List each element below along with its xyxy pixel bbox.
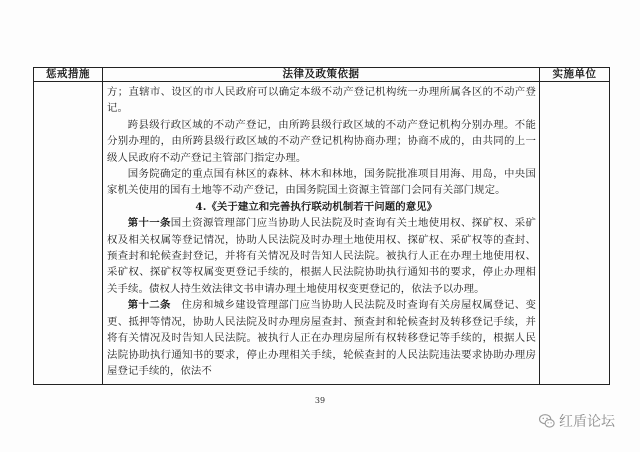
header-legal-basis: 法律及政策依据 xyxy=(103,68,540,82)
watermark-text: 红盾论坛 xyxy=(559,414,615,430)
article-11-lead: 第十一条 xyxy=(127,217,171,230)
regulation-table xyxy=(33,67,610,385)
paragraph-cross-county: 跨县级行政区域的不动产登记，由所跨县级行政区域的不动产登记机构分别办理。不能分别办理的，由所跨县级行政区域的不动产登记机构协商办理；协商不成的，由共同的上一级人民政府不动产登记主管部门指定办理。 xyxy=(107,118,536,164)
article-12 xyxy=(107,297,536,379)
watermark xyxy=(538,411,615,431)
implementing-unit-cell xyxy=(540,82,610,385)
table-header-row xyxy=(34,68,610,82)
legal-basis-cell xyxy=(103,82,540,385)
article-11 xyxy=(107,215,536,297)
table-row xyxy=(34,82,610,385)
wechat-icon xyxy=(538,412,556,430)
section-heading: 4.《关于建立和完善执行联动机制若干问题的意见》 xyxy=(195,200,438,213)
paragraph-continuation: 方；直辖市、设区的市人民政府可以确定本级不动产登记机构统一办理所属各区的不动产登记。 xyxy=(107,86,536,115)
article-11-text: 国土资源管理部门应当协助人民法院及时查询有关土地使用权、探矿权、采矿权及相关权属等登记情况，协助人民法院及时办理土地使用权、探矿权、采矿权等的查封、预查封和轮候查封登记，并将有关情况及时告知人民法院。被执行人正在办理土地使用权、采矿权、探矿权等权属变更登记手续的，根据人民法院协助执行通知书的要求，停止办理相关手续。债权人持生效法律文书申请办理土地使用权变更登记的，依法予以办理。 xyxy=(107,217,536,295)
paragraph-state-council: 国务院确定的重点国有林区的森林、林木和林地，国务院批准项目用海、用岛，中央国家机关使用的国有土地等不动产登记，由国务院国土资源主管部门会同有关部门规定。 xyxy=(107,168,536,197)
header-implementing-unit: 实施单位 xyxy=(540,68,610,82)
page-number: 39 xyxy=(314,396,326,405)
article-12-lead: 第十二条 xyxy=(127,299,171,312)
penalty-measures-cell xyxy=(34,82,103,385)
article-12-text: 住房和城乡建设管理部门应当协助人民法院及时查询有关房屋权属登记、变更、抵押等情况，协助人民法院及时办理房屋查封、预查封和轮候查封及转移登记手续，并将有关情况及时告知人民法院。被执行人正在办理房屋所有权转移登记等手续的，根据人民法院协助执行通知书的要求，停止办理相关手续，轮候查封的人民法院违法要求协助办理房屋登记手续的，依法不 xyxy=(107,299,536,377)
header-penalty-measures: 惩戒措施 xyxy=(34,68,103,82)
